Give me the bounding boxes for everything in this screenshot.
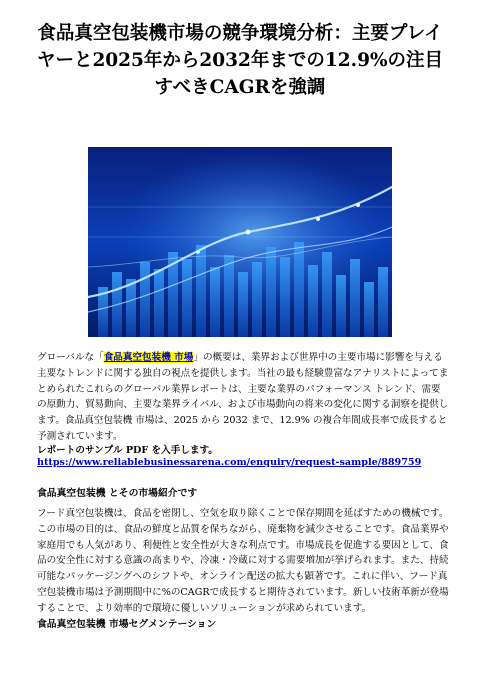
section-heading-segmentation: 食品真空包装機 市場セグメンテーション xyxy=(37,619,217,630)
section-body-intro: フード真空包装機は、食品を密閉し、空気を取り除くことで保存期間を延ばすための機械です。この市場の目的は、食品の鮮度と品質を保ちながら、廃棄物を減少させることです。食品業界や家庭用でも人気があり、利便性と安全性が大きな利点です。市場成長を促進する要因として、食品の安全性に対する意識の高まりや、冷凍・冷蔵に対する需要増加が挙げられます。また、持続可能なパッケージングへのシフトや、オンライン配送の拡大も顕著です。これに伴い、フード真空包装機市場は予測期間中に%のCAGRで成長すると期待されています。新しい技術革新が登場することで、より効率的で環境に優しいソリューションが求められています。 xyxy=(37,508,449,614)
sample-label: レポートのサンプル PDF を入手します。 xyxy=(37,445,218,456)
intro-prefix: グローバルな「 xyxy=(37,352,104,363)
page-title: 食品真空包装機市場の競争環境分析：主要プレイヤーと2025年から2032年までの12.9%の注目すべきCAGRを強調 xyxy=(36,23,444,98)
market-chart-illustration xyxy=(88,147,392,337)
market-link[interactable]: 食品真空包装機 市場 xyxy=(103,352,194,363)
section-heading-intro: 食品真空包装機 とその市場紹介です xyxy=(37,488,198,499)
sample-link[interactable]: https://www.reliablebusinessarena.com/enquiry/request-sample/889759 xyxy=(37,457,422,468)
intro-paragraph xyxy=(37,350,449,445)
intro-suffix: 」の概要は、業界および世界中の主要市場に影響を与える主要なトレンドに関する独自の視点を提供します。当社の最も経験豊富なアナリストによってまとめられたこれらのグローバル業界レポートは、主要な業界のパフォーマンス トレンド、需要の原動力、貿易動向、主要な業界ライバル、および市場動向の将来の変化に関する洞察を提供します。食品真空包装機 市場は、2025 から 2032 まで、12.9% の複合年間成長率で成長すると予測されています。 xyxy=(37,352,449,442)
hero-image xyxy=(88,147,392,337)
sample-request xyxy=(37,445,449,469)
